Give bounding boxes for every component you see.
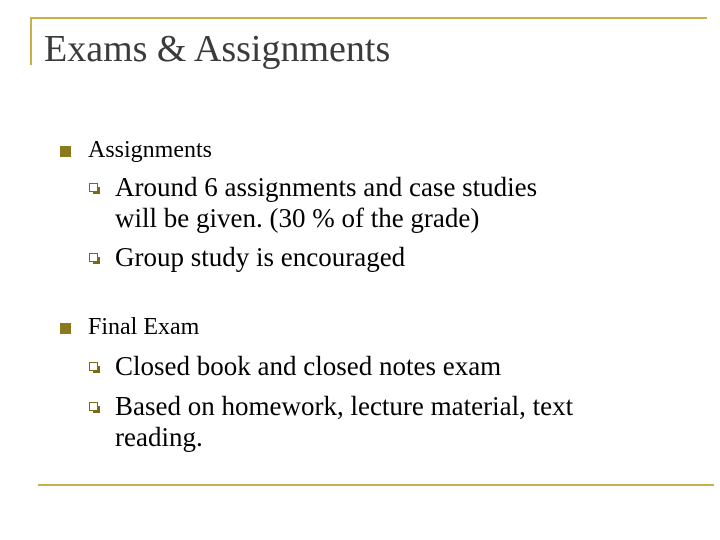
list-item: Closed book and closed notes exam: [115, 351, 502, 381]
section-heading-assignments: Assignments: [88, 137, 213, 163]
square-bullet-icon: [60, 323, 71, 334]
square-bullet-icon: [60, 146, 71, 157]
checkbox-bullet-icon: [89, 253, 98, 262]
list-item: Around 6 assignments and case studies: [115, 172, 538, 202]
list-item-continuation: reading.: [115, 422, 203, 452]
section-heading-final-exam: Final Exam: [88, 314, 200, 340]
checkbox-bullet-icon: [89, 183, 98, 192]
list-item: Group study is encouraged: [115, 242, 406, 272]
list-item: Based on homework, lecture material, text: [115, 391, 574, 421]
list-item-continuation: will be given. (30 % of the grade): [115, 203, 480, 233]
checkbox-bullet-icon: [89, 402, 98, 411]
checkbox-bullet-icon: [89, 362, 98, 371]
frame-left-line: [30, 17, 32, 65]
frame-top-line: [30, 17, 707, 19]
frame-bottom-line: [38, 484, 714, 486]
slide-title: Exams & Assignments: [44, 28, 391, 70]
